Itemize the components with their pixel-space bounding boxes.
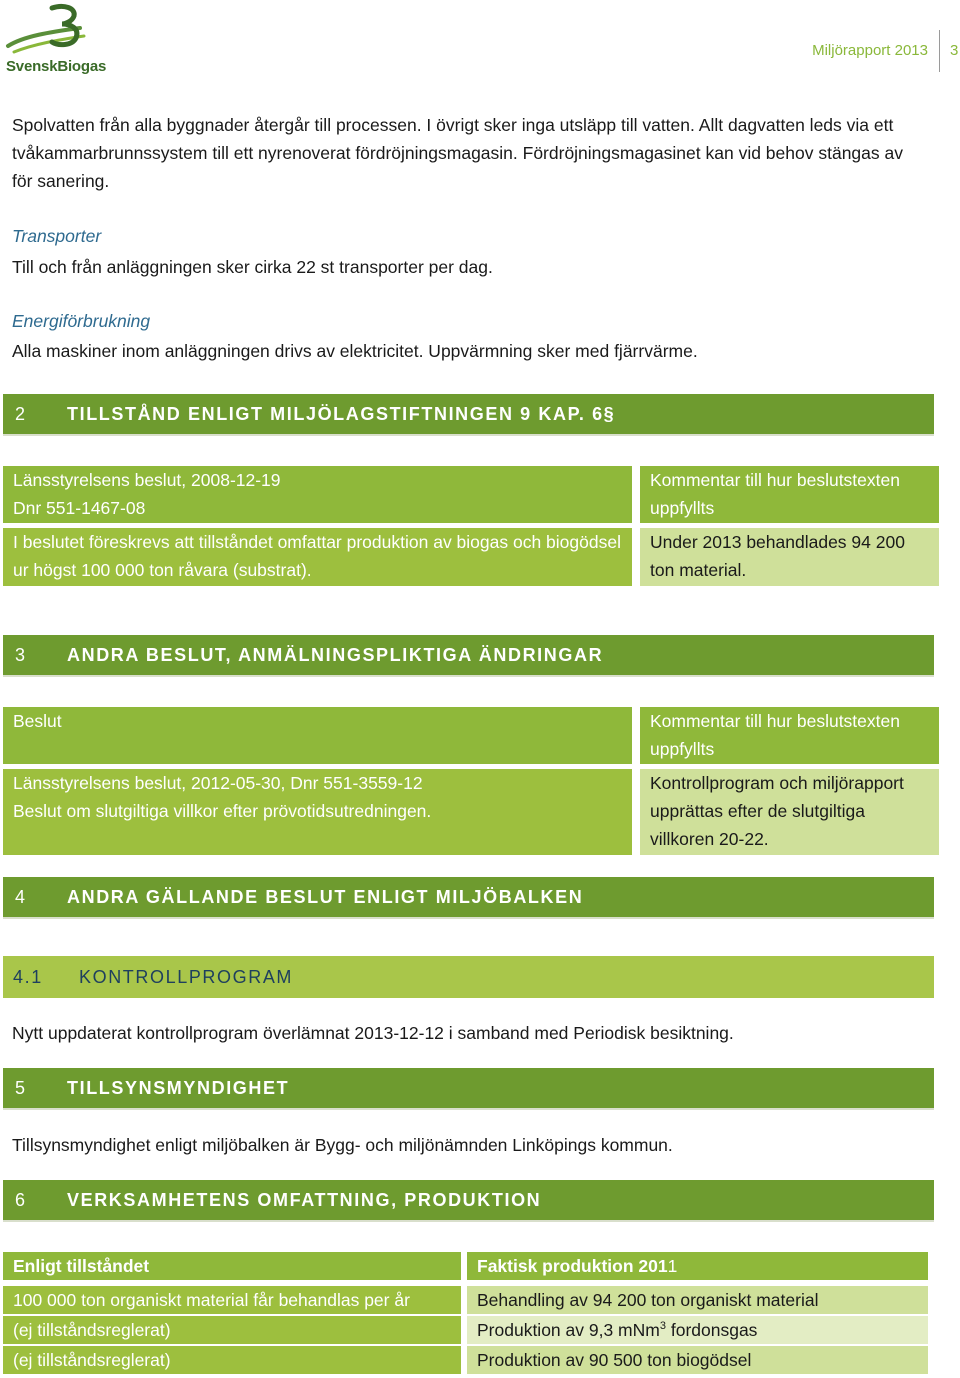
section-title: ANDRA GÄLLANDE BESLUT ENLIGT MILJÖBALKEN — [67, 886, 584, 907]
production-table-head-left: Enligt tillståndet — [3, 1252, 461, 1280]
permit-table-head-left — [3, 466, 632, 523]
section-title: TILLSYNSMYNDIGHET — [67, 1077, 290, 1098]
logo-swirl-icon — [4, 2, 114, 62]
svenskbiogas-logo — [4, 2, 114, 80]
permit-decision-date: Länsstyrelsens beslut, 2008-12-19 — [13, 470, 281, 490]
production-table — [3, 1252, 928, 1376]
production-row-2-right — [467, 1316, 928, 1344]
section-number: 2 — [15, 403, 27, 424]
production-table-head-right — [467, 1252, 928, 1280]
section-number: 4 — [15, 886, 27, 907]
section-title: ANDRA BESLUT, ANMÄLNINGSPLIKTIGA ÄNDRINGAR — [67, 644, 604, 665]
section-2-heading — [3, 394, 934, 436]
section-title: TILLSTÅND ENLIGT MILJÖLAGSTIFTNINGEN 9 KAP. 6§ — [67, 403, 616, 424]
permit-dnr: Dnr 551-1467-08 — [13, 498, 146, 518]
control-program-text: Nytt uppdaterat kontrollprogram överlämnat 2013-12-12 i samband med Periodisk besiktning. — [12, 1023, 734, 1043]
decision-reference: Länsstyrelsens beslut, 2012-05-30, Dnr 551-3559-12 — [13, 773, 423, 793]
section-number: 6 — [15, 1189, 27, 1210]
head-right-text: Faktisk produktion 201 — [477, 1256, 668, 1276]
production-row-2-left: (ej tillståndsreglerat) — [3, 1316, 461, 1344]
permit-table-body-right: Under 2013 behandlades 94 200 ton material. — [640, 528, 939, 586]
section-number: 4.1 — [13, 966, 43, 987]
decisions-table-body-right: Kontrollprogram och miljörapport upprättas efter de slutgiltiga villkoren 20-22. — [640, 769, 939, 855]
decision-description: Beslut om slutgiltiga villkor efter prövotidsutredningen. — [13, 801, 432, 821]
decisions-table-head-left: Beslut — [3, 707, 632, 764]
production-row-3-left: (ej tillståndsreglerat) — [3, 1346, 461, 1374]
page-number: 3 — [950, 42, 959, 59]
decisions-table — [3, 707, 939, 855]
fuel-gas-suffix: fordonsgas — [665, 1320, 758, 1340]
decisions-table-body-left — [3, 769, 632, 855]
production-row-3-right: Produktion av 90 500 ton biogödsel — [467, 1346, 928, 1374]
permit-table-head-right: Kommentar till hur beslutstexten uppfyllts — [640, 466, 939, 523]
section-4-1-heading — [3, 956, 934, 998]
energy-heading: Energiförbrukning — [12, 311, 151, 331]
header-divider — [939, 30, 940, 72]
section-title: KONTROLLPROGRAM — [79, 966, 294, 987]
header-title: Miljörapport 2013 — [812, 42, 928, 59]
permit-table-body-left: I beslutet föreskrevs att tillståndet omfattar produktion av biogas och biogödsel ur högst 100 000 ton råvara (substrat). — [3, 528, 632, 586]
fuel-gas-text: Produktion av 9,3 mNm — [477, 1320, 660, 1340]
section-number: 3 — [15, 644, 27, 665]
production-row-1-right: Behandling av 94 200 ton organiskt material — [467, 1286, 928, 1314]
decisions-table-head-right: Kommentar till hur beslutstexten uppfyllts — [640, 707, 939, 764]
section-number: 5 — [15, 1077, 27, 1098]
permit-table — [3, 466, 939, 586]
transport-text: Till och från anläggningen sker cirka 22 st transporter per dag. — [12, 257, 493, 277]
section-4-heading — [3, 877, 934, 919]
energy-text: Alla maskiner inom anläggningen drivs av elektricitet. Uppvärmning sker med fjärrvärme. — [12, 341, 698, 361]
section-5-heading — [3, 1068, 934, 1110]
intro-paragraph: Spolvatten från alla byggnader återgår till processen. I övrigt sker inga utsläpp till vatten. Allt dagvatten leds via ett tvåkammarbrunnssystem till ett nyrenoverat fördröjningsmagasin. Fördröjningsmagasinet kan vid behov stängas av för sanering. — [12, 115, 903, 191]
superscript-3: 3 — [659, 1320, 666, 1333]
section-6-heading — [3, 1180, 934, 1222]
transport-heading: Transporter — [12, 226, 102, 246]
section-title: VERKSAMHETENS OMFATTNING, PRODUKTION — [67, 1189, 542, 1210]
head-right-suffix: 1 — [667, 1256, 678, 1276]
section-3-heading — [3, 635, 934, 677]
logo-text: SvenskBiogas — [6, 58, 107, 75]
production-row-1-left: 100 000 ton organiskt material får behandlas per år — [3, 1286, 461, 1314]
authority-text: Tillsynsmyndighet enligt miljöbalken är Bygg- och miljönämnden Linköpings kommun. — [12, 1135, 673, 1155]
